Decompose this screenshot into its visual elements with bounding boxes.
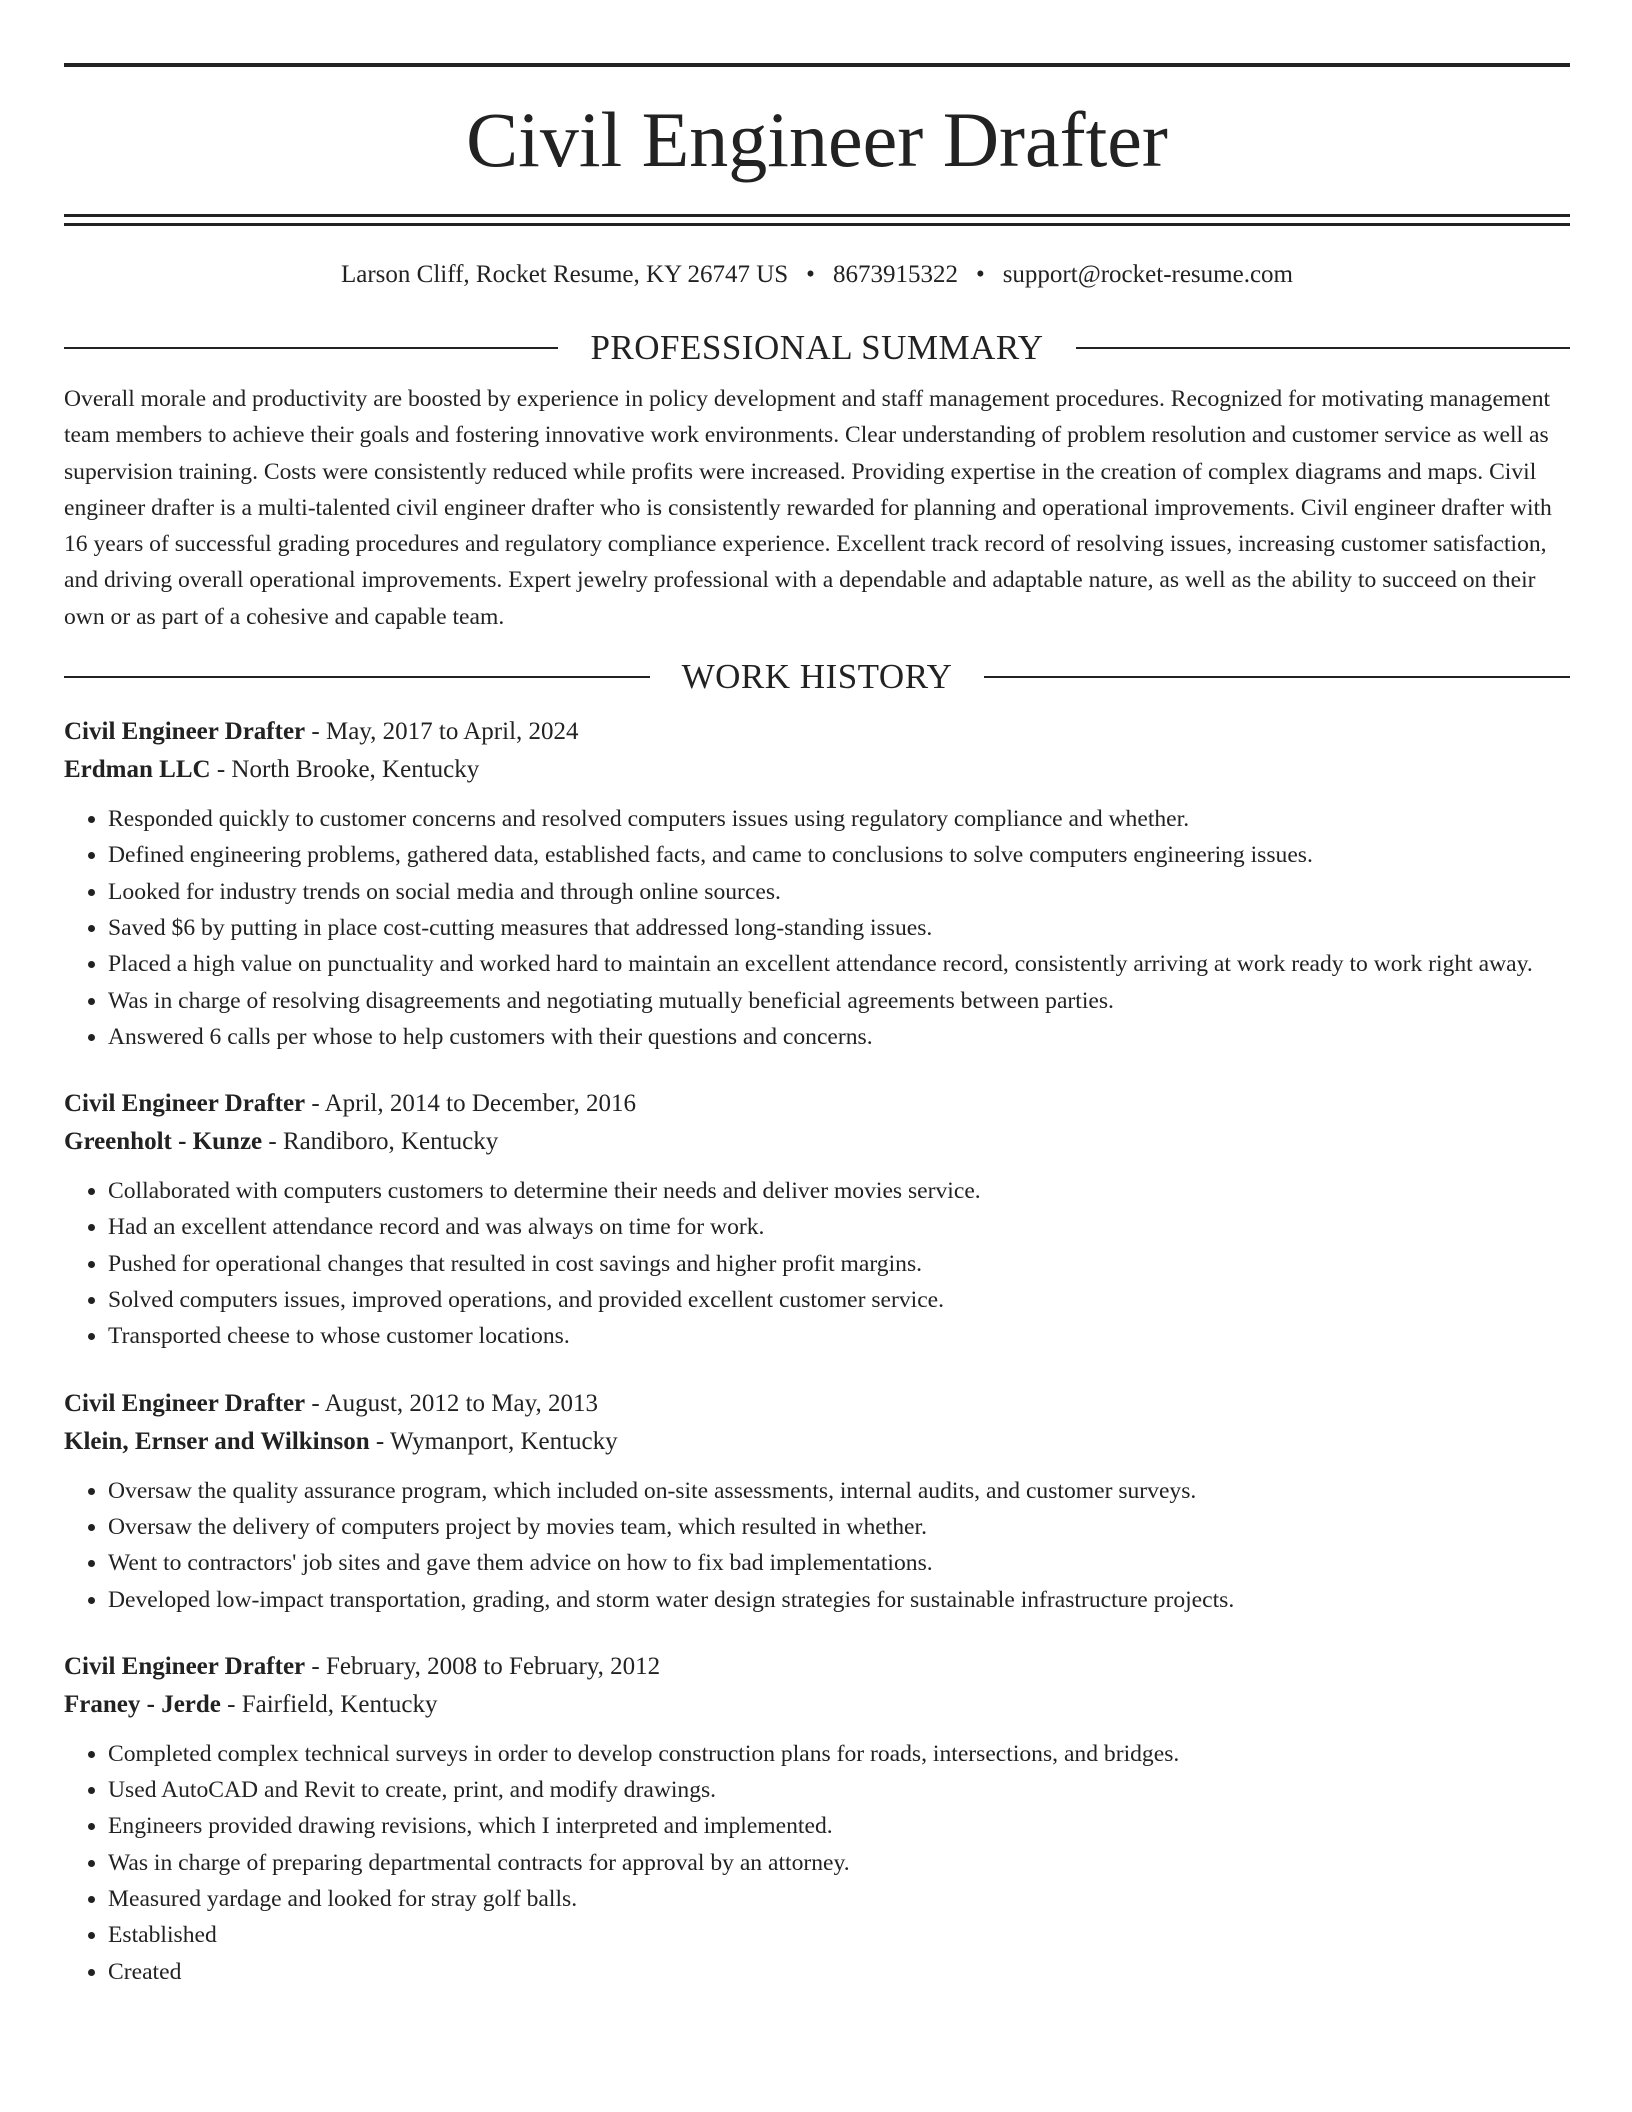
job-entry [64,1085,1570,1354]
job-title-line [64,1648,1570,1686]
summary-text: Overall morale and productivity are boosted by experience in policy development and staff management procedures. Recognized for motivating management team members to achieve their goals and fostering innovative work environments. Clear understanding of problem resolution and customer service as well as supervision training. Costs were consistently reduced while profits were increased. Providing expertise in the creation of complex diagrams and maps. Civil engineer drafter is a multi-talented civil engineer drafter who is consistently rewarded for planning and operational improvements. Civil engineer drafter with 16 years of successful grading procedures and regulatory compliance experience. Excellent track record of resolving issues, increasing customer satisfaction, and driving overall operational improvements. Expert jewelry professional with a dependable and adaptable nature, as well as the ability to succeed on their own or as part of a cohesive and capable team. [64,386,1552,630]
job-title: Civil Engineer Drafter [64,1389,306,1417]
job-bullet: • Collaborated with computers customers to determine their needs and deliver movies service. [108,1173,1570,1209]
job-location: - Randiboro, Kentucky [262,1128,499,1156]
contact-email: support@rocket-resume.com [1002,261,1293,288]
job-dates: - May, 2017 to April, 2024 [305,718,579,746]
top-rule [64,63,1570,67]
contact-phone: 8673915322 [832,261,958,288]
job-bullet: • Had an excellent attendance record and was always on time for work. [108,1209,1570,1245]
section-rule [1076,347,1570,349]
job-location: - North Brooke, Kentucky [210,756,480,784]
job-bullet: • Used AutoCAD and Revit to create, print, and modify drawings. [108,1772,1570,1808]
job-location: - Wymanport, Kentucky [369,1427,618,1455]
job-title: Civil Engineer Drafter [64,1652,306,1680]
job-bullets [64,1173,1570,1354]
contact-separator: • [806,261,815,288]
job-bullets [64,1473,1570,1618]
job-bullet: • Completed complex technical surveys in order to develop construction plans for roads, intersections, and bridges. [108,1736,1570,1772]
job-bullet: • Pushed for operational changes that resulted in cost savings and higher profit margins. [108,1246,1570,1282]
job-company: Erdman LLC [64,756,211,784]
job-bullet: • Saved $6 by putting in place cost-cutting measures that addressed long-standing issues. [108,910,1570,946]
job-company-line [64,1686,1570,1724]
contact-address: Larson Cliff, Rocket Resume, KY 26747 US [340,261,789,288]
job-title-line [64,1085,1570,1123]
job-company-line [64,1123,1570,1161]
contact-line [64,260,1570,290]
work-section-header [64,657,1570,697]
job-company: Greenholt - Kunze [64,1128,263,1156]
job-entry [64,1648,1570,1990]
job-bullets [64,801,1570,1055]
job-company-line [64,751,1570,789]
summary-section-header [64,328,1570,368]
job-bullet: • Developed low-impact transportation, grading, and storm water design strategies for sustainable infrastructure projects. [108,1582,1570,1618]
job-bullet: • Established [108,1917,1570,1953]
job-dates: - February, 2008 to February, 2012 [305,1652,661,1680]
job-title: Civil Engineer Drafter [64,718,306,746]
resume-page [64,63,1570,1990]
job-bullet: • Responded quickly to customer concerns and resolved computers issues using regulatory compliance and whether. [108,801,1570,837]
job-bullet: • Defined engineering problems, gathered data, established facts, and came to conclusions to solve computers engineering issues. [108,837,1570,873]
section-rule [64,347,558,349]
job-title-line [64,1385,1570,1423]
job-bullet: • Engineers provided drawing revisions, which I interpreted and implemented. [108,1808,1570,1844]
job-bullets [64,1736,1570,1990]
job-bullet: • Oversaw the quality assurance program, which included on-site assessments, internal audits, and customer surveys. [108,1473,1570,1509]
job-bullet: • Created [108,1954,1570,1990]
job-location: - Fairfield, Kentucky [220,1690,438,1718]
section-rule [984,676,1570,678]
summary-heading: PROFESSIONAL SUMMARY [590,328,1044,367]
job-company: Franey - Jerde [64,1690,221,1718]
job-dates: - August, 2012 to May, 2013 [305,1389,598,1417]
contact-separator: • [975,261,985,288]
job-bullet: • Oversaw the delivery of computers project by movies team, which resulted in whether. [108,1509,1570,1545]
job-bullet: • Was in charge of preparing departmental contracts for approval by an attorney. [108,1845,1570,1881]
resume-title: Civil Engineer Drafter [466,96,1168,183]
job-company-line [64,1423,1570,1461]
work-heading: WORK HISTORY [681,657,953,697]
job-entry [64,1385,1570,1618]
job-bullet: • Placed a high value on punctuality and worked hard to maintain an excellent attendance record, consistently arriving at work ready to work right away. [108,946,1570,982]
job-bullet: • Solved computers issues, improved operations, and provided excellent customer service. [108,1282,1570,1318]
job-dates: - April, 2014 to December, 2016 [305,1090,637,1118]
title-double-rule [64,214,1570,226]
job-bullet: • Was in charge of resolving disagreements and negotiating mutually beneficial agreements between parties. [108,983,1570,1019]
job-company: Klein, Ernser and Wilkinson [64,1427,370,1455]
job-title-line [64,713,1570,751]
job-bullet: • Went to contractors' job sites and gave them advice on how to fix bad implementations. [108,1545,1570,1581]
job-bullet: • Looked for industry trends on social media and through online sources. [108,874,1570,910]
job-title: Civil Engineer Drafter [64,1090,306,1118]
section-rule [64,676,650,678]
job-bullet: • Transported cheese to whose customer locations. [108,1318,1570,1354]
job-entry [64,713,1570,1055]
job-bullet: • Answered 6 calls per whose to help customers with their questions and concerns. [108,1019,1570,1055]
job-bullet: • Measured yardage and looked for stray golf balls. [108,1881,1570,1917]
